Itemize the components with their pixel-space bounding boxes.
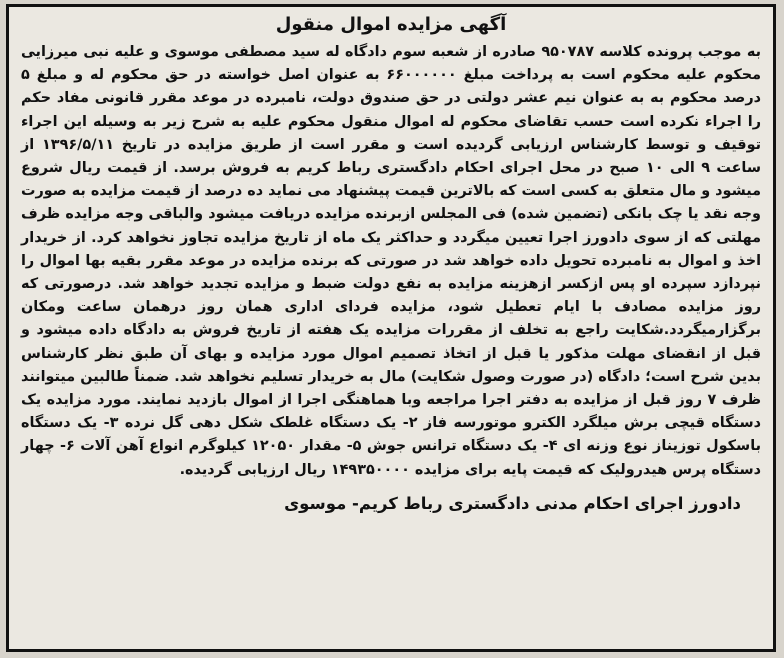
notice-signature: دادورز اجرای احکام مدنی دادگستری رباط کریم- موسوی (284, 493, 741, 513)
auction-notice (6, 4, 776, 652)
notice-body: به موجب پرونده کلاسه ۹۵۰۷۸۷ صادره از شعبه سوم دادگاه له سید مصطفی موسوی و علیه نبی میرزایی محکوم علیه محکوم است به پرداخت مبلغ ۶۶۰۰۰۰۰۰ به عنوان اصل خواسته در حق محکوم له و مبلغ ۵ درصد محکوم به به عنوان نیم عشر دولتی در حق صندوق دولت، نامبرده در موعد مقرر قانونی مفاد حکم را اجراء نکرده است حسب تقاضای محکوم له اموال منقول محکوم علیه به شرح زیر به وسیله این اجراء توقیف و توسط کارشناس ارزیابی گردیده است و مقرر است از طریق مزایده در تاریخ ۱۳۹۶/۵/۱۱ از ساعت ۹ الی ۱۰ صبح در محل اجرای احکام دادگستری رباط کریم به فروش برسد. از قیمت ریال شروع میشود و مال متعلق به کسی است که بالاترین قیمت پیشنهاد می نماید ده درصد از قیمت مزایده به صورت وجه نقد یا چک بانکی (تضمین شده) فی المجلس ازبرنده مزایده دریافت میشود والباقی وجه مزایده ظرف مهلتی که از سوی دادورز اجرا تعیین میگردد و حداکثر یک ماه از تاریخ مزایده تجاوز نخواهد کرد. از خریدار اخذ و اموال به نامبرده تحویل داده خواهد شد در صورتی که برنده مزایده در موعد مقرر بقیه بها اموال را نپردازد سپرده او پس ازکسر ازهزینه مزایده به نفع دولت ضبط و مزایده تجدید خواهد شد. درصورتی که روز مزایده مصادف با ایام تعطیل شود، مزایده فردای اداری همان روز درهمان ساعت ومکان برگزارمیگردد.شکایت راجع به تخلف از مقررات مزایده یک هفته از تاریخ فروش به دادگاه داده میشود و قبل از انقضای مهلت مذکور یا قبل از اتخاذ تصمیم اموال مورد مزایده و بهای آن طبق نظر کارشناس بدین شرح است؛ دادگاه (در صورت وصول شکایت) مال به خریدار تسلیم نخواهد شد. ضمناً طالبین میتوانند ظرف ۷ روز قبل از مزایده به دفتر اجرا مراجعه وبا هماهنگی اجرا از اموال بازدید نمایند. مورد مزایده یک دستگاه قیچی برش میلگرد الکترو موتورسه فاز ۲- یک دستگاه غلطک شکل دهی گل نرده ۳- یک دستگاه باسکول توزیناز نوع وزنه ای ۴- یک دستگاه ترانس جوش ۵- مقدار ۱۲۰۵۰ کیلوگرم انواع آهن آلات ۶- چهار دستگاه پرس هیدرولیک که قیمت پایه برای مزایده ۱۴۹۳۵۰۰۰۰ ریال ارزیابی گردیده. (21, 44, 762, 478)
notice-title: آگهی مزایده اموال منقول (275, 14, 507, 35)
